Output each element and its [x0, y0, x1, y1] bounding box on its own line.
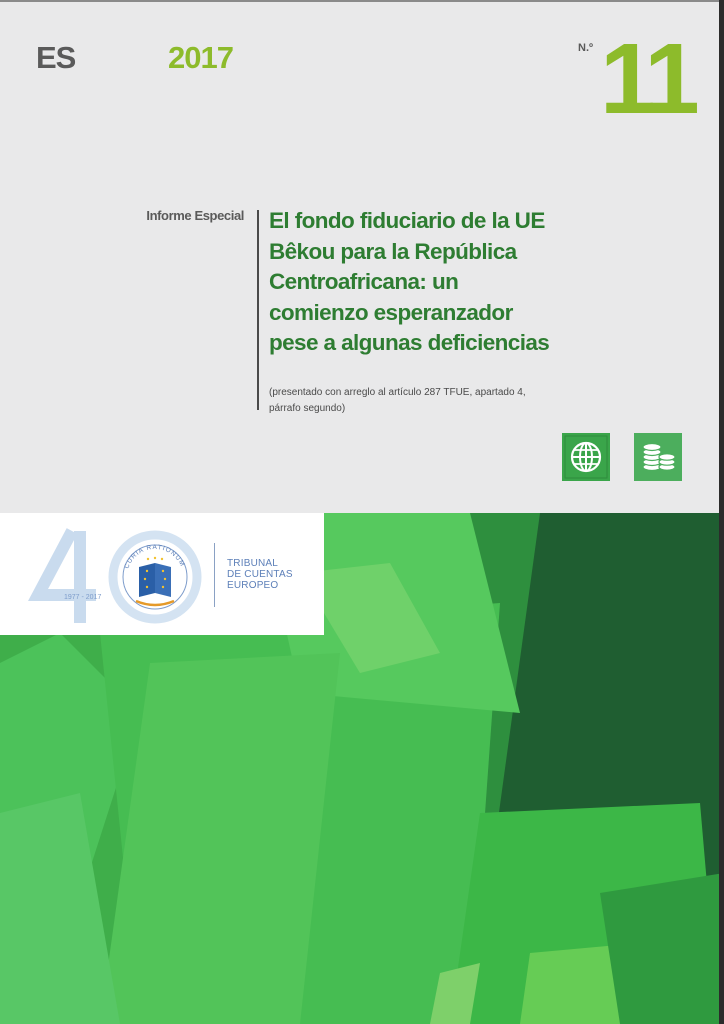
title-line: comienzo esperanzador	[269, 299, 513, 325]
page-edge	[719, 0, 724, 1024]
institution-line: TRIBUNAL	[227, 558, 279, 569]
institution-line: EUROPEO	[227, 580, 279, 591]
globe-icon	[562, 433, 610, 481]
subtitle-line: (presentado con arreglo al artículo 287 TFUE, apartado 4,	[269, 387, 526, 398]
report-type: Informe Especial	[146, 208, 244, 223]
report-number: 11	[600, 23, 694, 135]
report-title	[269, 206, 599, 359]
number-label: N.º	[578, 42, 594, 54]
logo-divider	[214, 543, 215, 607]
seal-text: CURIA RATIONUM	[123, 543, 186, 570]
coins-icon	[634, 433, 682, 481]
anniversary-logo-icon	[0, 513, 210, 635]
title-line: pese a algunas deficiencias	[269, 330, 550, 355]
publication-year: 2017	[168, 40, 233, 75]
title-line: Centroafricana: un	[269, 269, 459, 294]
subtitle-line: párrafo segundo)	[269, 403, 346, 414]
title-divider	[257, 210, 259, 410]
report-subtitle	[269, 385, 579, 417]
institution-line: DE CUENTAS	[227, 569, 293, 580]
institution-name	[227, 558, 293, 591]
title-line: El fondo fiduciario de la UE	[269, 208, 545, 233]
eca-logo	[0, 513, 324, 635]
language-code: ES	[36, 40, 76, 75]
anniversary-years: 1977 - 2017	[64, 594, 102, 601]
title-line: Bêkou para la República	[269, 238, 517, 264]
frame-line	[0, 0, 724, 2]
